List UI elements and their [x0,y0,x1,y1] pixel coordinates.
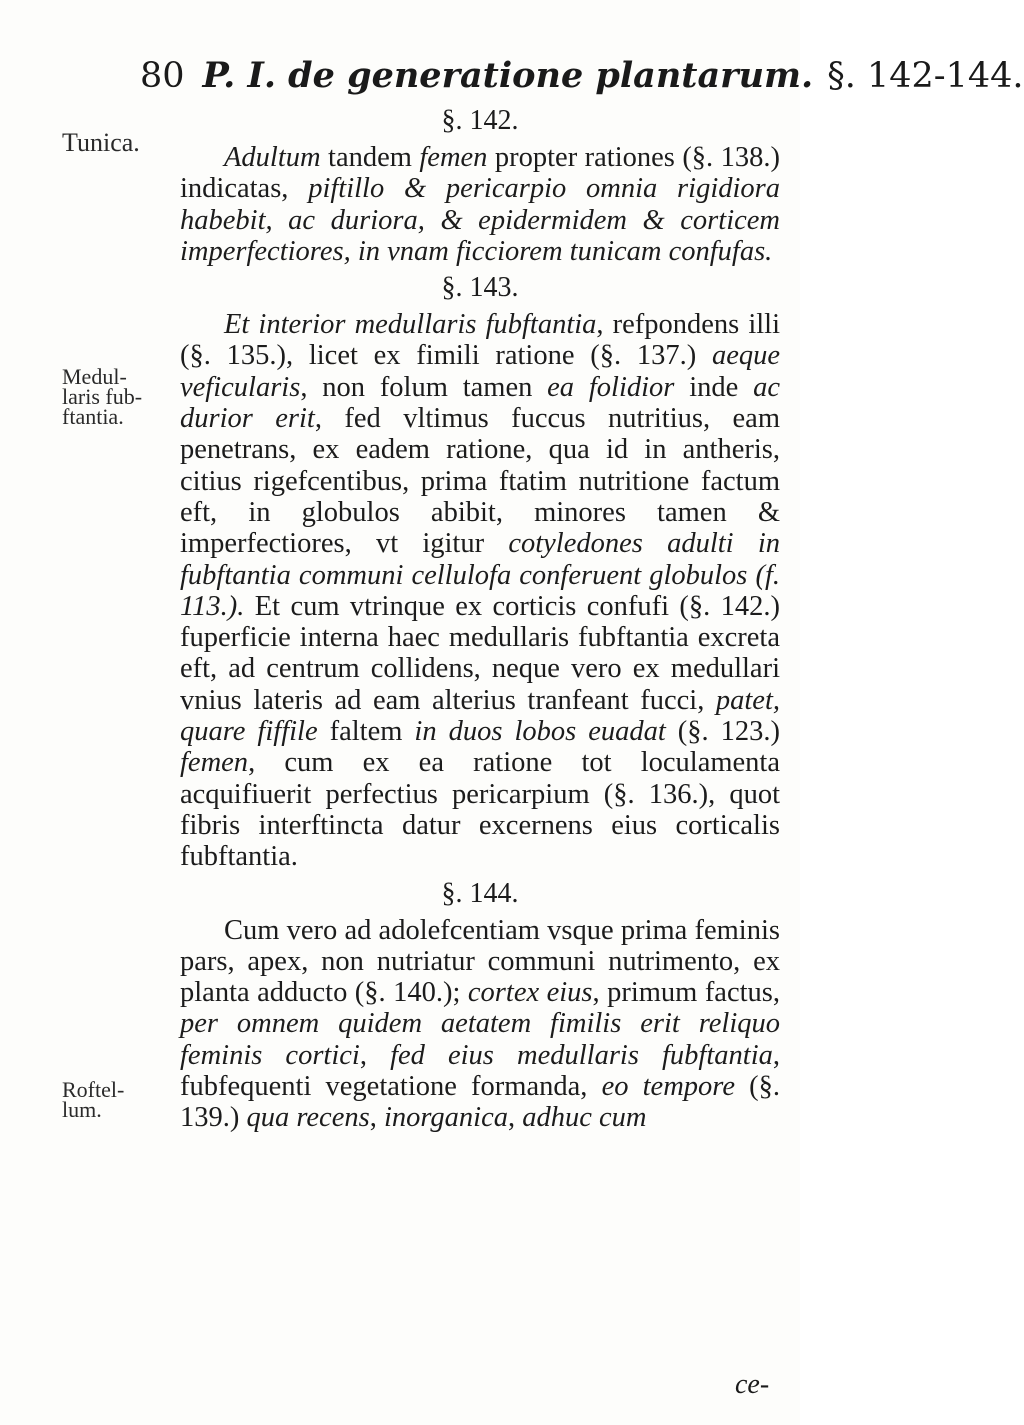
text-run: , fed vltimus fuccus nutritius, eam penetrans, ex eadem ratione, qua id in antheris, citius rigefcentibus, prima ftatim nutritione factum eft, in globulos abibit, minores tamen & imperfectiores, vt igitur [180,403,780,560]
text-run: Et cum vtrinque ex corticis confufi (§. 142.) fuperficie interna haec medullaris fubftantia excreta eft, ad centrum collidens, neque vero ex medullari vnius lateris ad eam alterius tranfeant fucci, [180,590,780,716]
italic-run: fed eius medullaris fubftantia [390,1039,773,1071]
italic-run: per omnem quidem aetatem fimilis erit reliquo feminis cortici [180,1008,780,1071]
italic-run: cortex eius [467,977,593,1009]
text-run: propter rationes (§. 138.) indicatas, [180,142,780,205]
page-number: 80 [140,56,185,96]
italic-run: aeque veficularis [180,340,780,403]
italic-run: ac durior erit [180,371,780,435]
italic-run: Et interior medullaris fubftantia [224,309,597,341]
italic-run: piftillo & pericarpio omnia rigidiora habebit, ac duriora, & epidermidem & corticem imperfectiores, in vnam ficciorem tunicam confufas. [180,173,780,267]
margin-note-tunica [62,130,177,156]
italic-run: femen [180,747,249,779]
margin-note-line: lum. [62,1097,102,1122]
section-paragraph [180,142,780,267]
section-paragraph [180,309,780,872]
italic-run: patet, quare fiffile [180,684,780,748]
margin-note-rostellum [62,1077,177,1122]
text-run: , [507,1102,523,1134]
italic-run: femen [419,142,488,173]
italic-run: ea folidior [547,371,675,403]
section-heading: §. 144. [441,877,519,909]
margin-note-line: Medul- [62,364,127,389]
section-heading: §. 142. [441,105,519,136]
text-run: (§. 123.) [665,716,781,748]
section-paragraph [180,915,780,1134]
body-text [180,100,780,1134]
running-title: P. I. de generatione plantarum. [202,55,814,96]
header-section-range: §. 142-144. [827,56,1024,96]
running-header [140,52,1024,100]
italic-run: qua recens [246,1102,370,1134]
text-run: , non folum tamen [300,371,548,403]
italic-run: eo tempore [601,1071,735,1103]
margin-note-line: ftantia. [62,404,124,429]
text-run: , [369,1102,384,1134]
text-run: , fubfequenti vegetatione formanda, [180,1039,780,1103]
margin-note-medullaris [62,364,177,429]
text-run: Cum vero ad adolefcentiam vsque prima feminis pars, apex, non nutriatur communi nutrimento, ex planta adducto (§. 140.); [180,914,780,1009]
italic-run: in duos lobos euadat [414,716,666,748]
text-run: tandem [320,142,420,173]
text-run: , refpondens illi (§. 135.), licet ex fimili ratione (§. 137.) [180,309,780,372]
italic-run: inorganica [383,1102,508,1134]
italic-run: cotyledones adulti in fubftantia communi cellulofa conferuent globulos (f. 113.). [180,528,780,622]
margin-note-line: Tunica. [62,128,140,157]
margin-note-line: Roftel- [62,1077,125,1102]
text-run: , primum factus, [592,977,780,1009]
text-run: , [359,1039,391,1071]
text-run: inde [674,371,754,403]
catchword: ce- [735,1369,770,1400]
text-run: faltem [317,716,415,748]
italic-run: adhuc cum [522,1102,647,1134]
margin-note-line: laris fub- [62,384,143,409]
text-run: (§. 139.) [180,1071,781,1134]
text-run: , cum ex ea ratione tot loculamenta acquifiuerit perfectius pericarpium (§. 136.), quot fibris interftincta datur excernens eius corticalis fubftantia. [180,747,780,873]
italic-run: Adultum [224,142,321,173]
section-heading: §. 143. [441,272,519,304]
